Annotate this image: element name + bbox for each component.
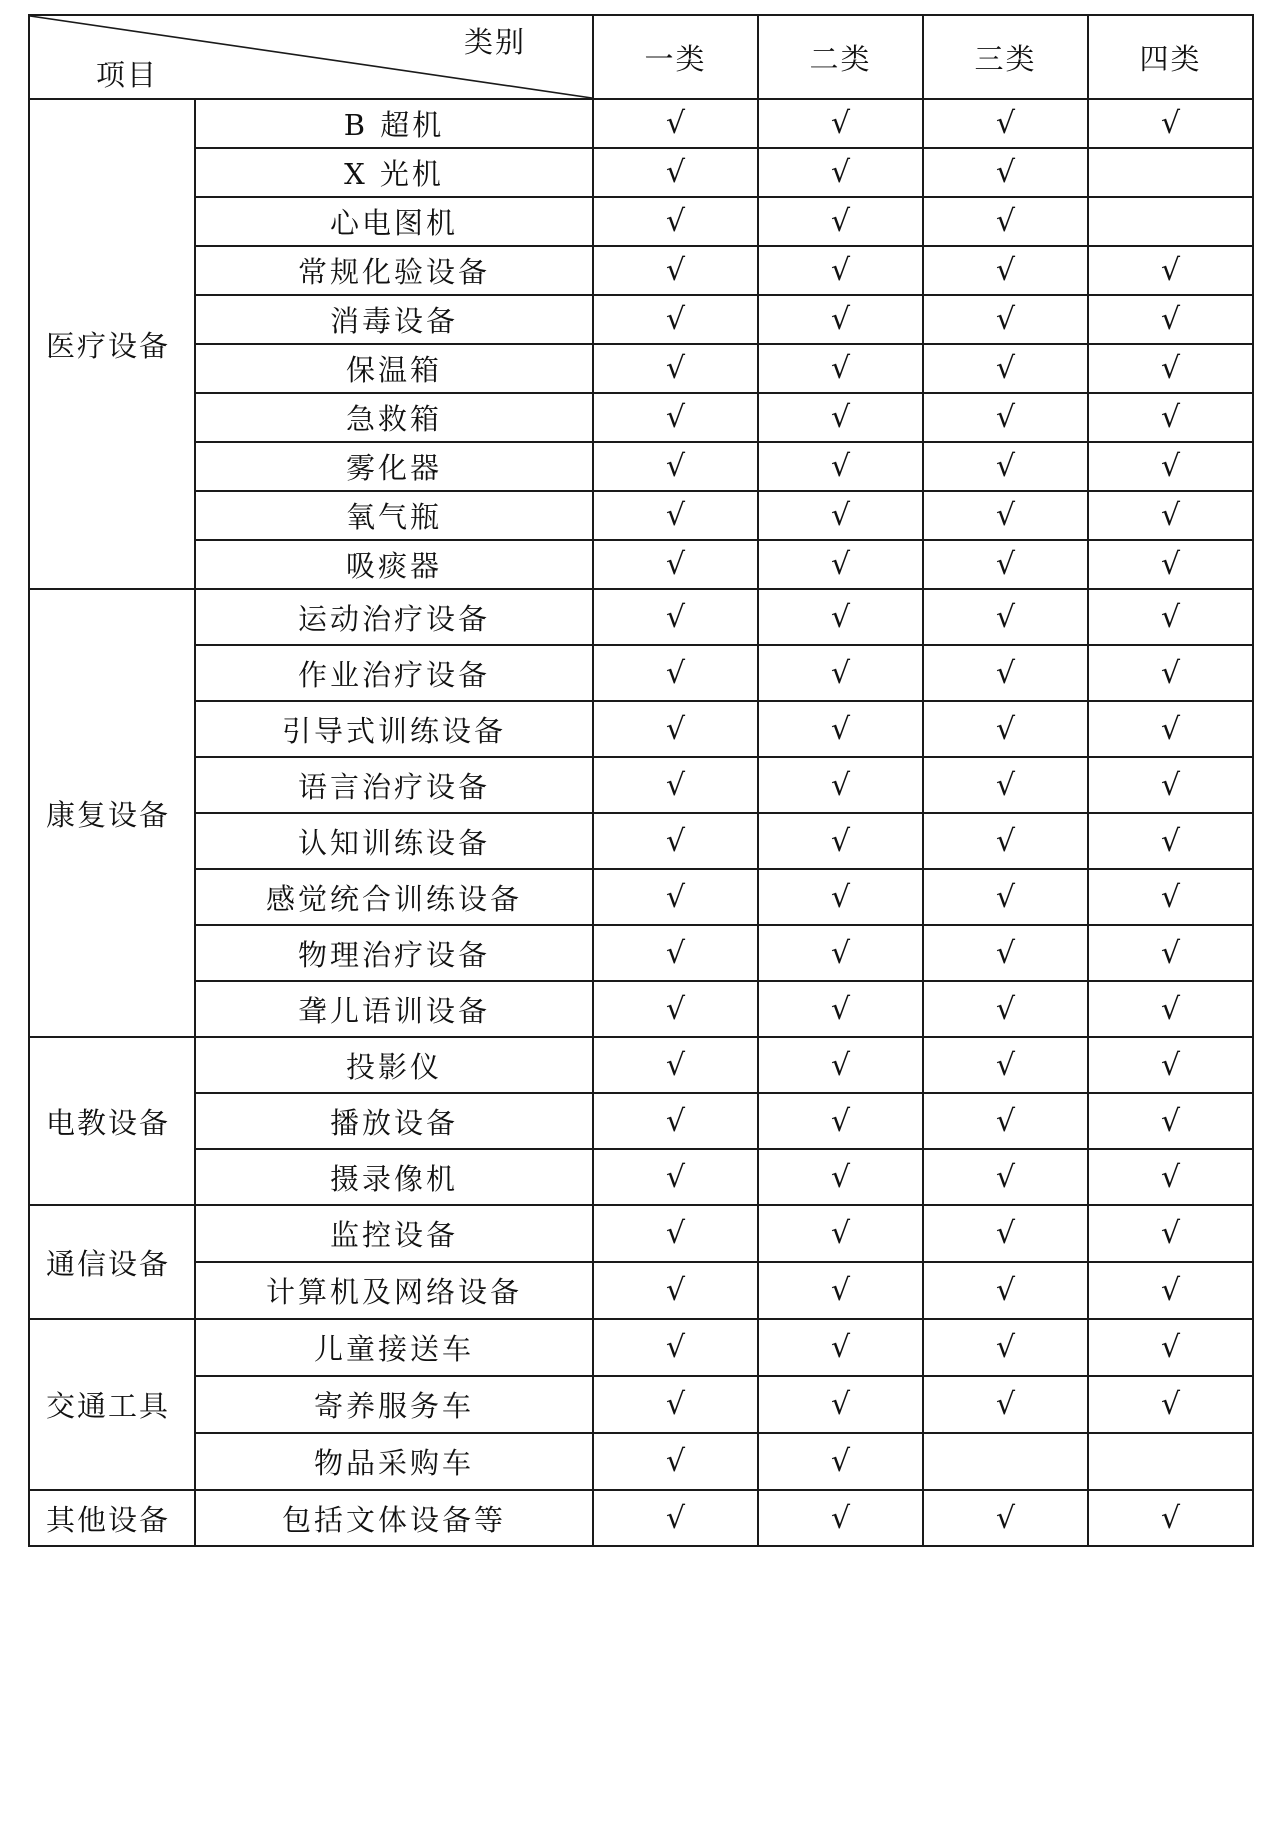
check-cell-class-4: [1088, 701, 1253, 757]
category-cell: 康复设备: [29, 589, 195, 1037]
corner-label-item: 项目: [96, 58, 159, 92]
check-cell-class-3: [923, 491, 1088, 540]
check-mark: √: [665, 1103, 686, 1139]
table-row: [29, 1093, 1253, 1149]
item-name-cell: 感觉统合训练设备: [195, 869, 593, 925]
check-mark: √: [665, 823, 686, 859]
check-cell-class-4: [1088, 869, 1253, 925]
check-cell-class-3: [923, 1205, 1088, 1262]
check-mark: √: [1160, 1387, 1181, 1422]
check-mark: √: [1160, 302, 1181, 337]
check-cell-class-3: [923, 1376, 1088, 1433]
check-mark: √: [1160, 1500, 1181, 1536]
class-header-2: 二类: [758, 15, 923, 99]
check-mark: √: [665, 1330, 686, 1365]
check-mark: √: [665, 253, 686, 288]
check-mark: √: [665, 547, 686, 582]
check-mark: √: [1160, 991, 1181, 1027]
check-cell-class-2: [758, 645, 923, 701]
category-cell: 通信设备: [29, 1205, 195, 1319]
check-mark: √: [665, 351, 686, 386]
table-row: [29, 757, 1253, 813]
check-cell-class-3: [923, 442, 1088, 491]
check-cell-class-2: [758, 197, 923, 246]
check-cell-class-1: [593, 442, 758, 491]
check-cell-class-3: [923, 540, 1088, 589]
check-mark: √: [665, 1273, 686, 1308]
check-mark: √: [830, 155, 851, 190]
check-cell-class-2: [758, 99, 923, 148]
check-cell-class-2: [758, 540, 923, 589]
check-cell-class-1: [593, 344, 758, 393]
check-cell-class-2: [758, 1037, 923, 1093]
check-cell-class-2: [758, 925, 923, 981]
item-name-cell: 摄录像机: [195, 1149, 593, 1205]
check-cell-class-4: [1088, 981, 1253, 1037]
table-row: [29, 1205, 1253, 1262]
diagonal-header-cell: [29, 15, 593, 99]
table-row: [29, 645, 1253, 701]
check-mark: √: [1160, 1330, 1181, 1365]
check-mark: √: [830, 879, 851, 915]
check-mark: √: [1160, 498, 1181, 533]
table-row: [29, 99, 1253, 148]
class-header-4: 四类: [1088, 15, 1253, 99]
check-cell-class-4: [1088, 1319, 1253, 1376]
check-mark: √: [830, 1047, 851, 1083]
check-mark: √: [1160, 449, 1181, 484]
check-mark: √: [995, 1216, 1016, 1251]
check-cell-class-4: [1088, 1376, 1253, 1433]
check-mark: √: [830, 599, 851, 635]
check-mark: √: [995, 204, 1016, 239]
item-name-cell: 监控设备: [195, 1205, 593, 1262]
check-cell-class-1: [593, 1490, 758, 1546]
corner-label-category: 类别: [463, 25, 526, 59]
check-cell-class-1: [593, 246, 758, 295]
check-cell-class-4: [1088, 813, 1253, 869]
check-mark: √: [665, 449, 686, 484]
check-cell-class-1: [593, 1149, 758, 1205]
check-mark: √: [830, 655, 851, 691]
check-mark: √: [665, 655, 686, 691]
check-mark: √: [665, 1444, 686, 1479]
category-cell: 电教设备: [29, 1037, 195, 1205]
header-row: [29, 15, 1253, 99]
check-cell-class-4: [1088, 393, 1253, 442]
item-name-cell: 聋儿语训设备: [195, 981, 593, 1037]
check-cell-class-1: [593, 645, 758, 701]
check-mark: √: [830, 935, 851, 971]
check-mark: √: [665, 1216, 686, 1251]
item-name-cell: 常规化验设备: [195, 246, 593, 295]
check-mark: √: [995, 1159, 1016, 1195]
check-cell-class-2: [758, 1376, 923, 1433]
check-mark: √: [830, 767, 851, 803]
check-cell-class-4: [1088, 1433, 1253, 1490]
check-mark: √: [995, 879, 1016, 915]
check-cell-class-2: [758, 295, 923, 344]
check-mark: √: [995, 823, 1016, 859]
check-mark: √: [830, 498, 851, 533]
check-cell-class-3: [923, 701, 1088, 757]
check-mark: √: [995, 1273, 1016, 1308]
check-cell-class-3: [923, 1093, 1088, 1149]
check-cell-class-2: [758, 1262, 923, 1319]
check-mark: √: [1160, 935, 1181, 971]
category-cell: 其他设备: [29, 1490, 195, 1546]
check-cell-class-4: [1088, 246, 1253, 295]
table-row: [29, 1490, 1253, 1546]
check-cell-class-4: [1088, 1205, 1253, 1262]
check-cell-class-4: [1088, 1490, 1253, 1546]
check-cell-class-1: [593, 540, 758, 589]
check-cell-class-4: [1088, 1037, 1253, 1093]
check-mark: √: [830, 400, 851, 435]
check-mark: √: [995, 449, 1016, 484]
check-cell-class-2: [758, 1149, 923, 1205]
table-row: [29, 925, 1253, 981]
check-cell-class-1: [593, 1262, 758, 1319]
check-mark: √: [1160, 1216, 1181, 1251]
table-row: [29, 589, 1253, 645]
check-mark: √: [995, 253, 1016, 288]
item-name-cell: 保温箱: [195, 344, 593, 393]
check-cell-class-2: [758, 981, 923, 1037]
item-name-cell: 心电图机: [195, 197, 593, 246]
check-mark: √: [830, 1216, 851, 1251]
check-cell-class-1: [593, 1205, 758, 1262]
check-mark: √: [1160, 1159, 1181, 1195]
check-mark: √: [830, 1273, 851, 1308]
item-name-cell: 播放设备: [195, 1093, 593, 1149]
check-cell-class-4: [1088, 1262, 1253, 1319]
table-row: [29, 1149, 1253, 1205]
check-mark: √: [995, 767, 1016, 803]
check-mark: √: [830, 1159, 851, 1195]
table-row: [29, 344, 1253, 393]
item-name-cell: 急救箱: [195, 393, 593, 442]
check-mark: √: [1160, 711, 1181, 747]
check-cell-class-3: [923, 757, 1088, 813]
check-cell-class-4: [1088, 491, 1253, 540]
table-row: [29, 813, 1253, 869]
check-mark: √: [995, 1330, 1016, 1365]
table-row: [29, 869, 1253, 925]
category-cell: 交通工具: [29, 1319, 195, 1490]
check-cell-class-3: [923, 295, 1088, 344]
check-mark: √: [665, 302, 686, 337]
check-mark: √: [665, 599, 686, 635]
check-mark: √: [995, 155, 1016, 190]
table-row: [29, 197, 1253, 246]
check-mark: √: [1160, 879, 1181, 915]
check-mark: √: [665, 1159, 686, 1195]
check-cell-class-4: [1088, 99, 1253, 148]
check-cell-class-4: [1088, 757, 1253, 813]
check-mark: √: [830, 823, 851, 859]
check-cell-class-4: [1088, 925, 1253, 981]
check-cell-class-3: [923, 589, 1088, 645]
check-cell-class-1: [593, 1433, 758, 1490]
equipment-table: [28, 14, 1254, 1547]
check-mark: √: [1160, 106, 1181, 141]
table-row: [29, 1262, 1253, 1319]
check-cell-class-1: [593, 1037, 758, 1093]
check-cell-class-1: [593, 295, 758, 344]
check-cell-class-1: [593, 1093, 758, 1149]
check-mark: √: [830, 106, 851, 141]
check-cell-class-3: [923, 1319, 1088, 1376]
table-row: [29, 295, 1253, 344]
table-body: [29, 15, 1253, 1546]
check-cell-class-3: [923, 246, 1088, 295]
check-cell-class-1: [593, 925, 758, 981]
item-name-cell: 投影仪: [195, 1037, 593, 1093]
check-mark: √: [830, 204, 851, 239]
item-name-cell: 计算机及网络设备: [195, 1262, 593, 1319]
check-cell-class-4: [1088, 197, 1253, 246]
check-cell-class-1: [593, 491, 758, 540]
item-name-cell: 包括文体设备等: [195, 1490, 593, 1546]
check-cell-class-1: [593, 197, 758, 246]
check-cell-class-3: [923, 393, 1088, 442]
check-mark: √: [1160, 547, 1181, 582]
check-mark: √: [995, 547, 1016, 582]
check-mark: √: [995, 1103, 1016, 1139]
check-cell-class-2: [758, 701, 923, 757]
check-mark: √: [830, 711, 851, 747]
check-cell-class-2: [758, 1093, 923, 1149]
check-mark: √: [1160, 400, 1181, 435]
check-mark: √: [665, 106, 686, 141]
check-cell-class-3: [923, 1149, 1088, 1205]
item-name-cell: 物品采购车: [195, 1433, 593, 1490]
check-mark: √: [665, 498, 686, 533]
check-cell-class-1: [593, 589, 758, 645]
check-mark: √: [995, 1387, 1016, 1422]
check-mark: √: [1160, 1103, 1181, 1139]
check-cell-class-2: [758, 1490, 923, 1546]
check-mark: √: [665, 991, 686, 1027]
table-row: [29, 981, 1253, 1037]
check-cell-class-1: [593, 813, 758, 869]
check-mark: √: [665, 1500, 686, 1536]
check-mark: √: [1160, 253, 1181, 288]
check-cell-class-4: [1088, 589, 1253, 645]
check-mark: √: [665, 767, 686, 803]
check-cell-class-4: [1088, 344, 1253, 393]
check-cell-class-2: [758, 757, 923, 813]
check-mark: √: [665, 400, 686, 435]
check-mark: √: [995, 935, 1016, 971]
check-mark: √: [995, 599, 1016, 635]
check-mark: √: [995, 498, 1016, 533]
check-cell-class-1: [593, 99, 758, 148]
check-cell-class-4: [1088, 148, 1253, 197]
check-cell-class-1: [593, 1319, 758, 1376]
check-cell-class-3: [923, 148, 1088, 197]
check-mark: √: [665, 1387, 686, 1422]
table-row: [29, 1376, 1253, 1433]
check-cell-class-3: [923, 869, 1088, 925]
item-name-cell: 物理治疗设备: [195, 925, 593, 981]
check-mark: √: [995, 302, 1016, 337]
table-row: [29, 246, 1253, 295]
item-name-cell: 引导式训练设备: [195, 701, 593, 757]
check-mark: √: [995, 106, 1016, 141]
check-cell-class-3: [923, 344, 1088, 393]
check-cell-class-4: [1088, 1149, 1253, 1205]
check-mark: √: [995, 1047, 1016, 1083]
table-row: [29, 1037, 1253, 1093]
table-row: [29, 148, 1253, 197]
check-cell-class-3: [923, 1262, 1088, 1319]
item-name-cell: 寄养服务车: [195, 1376, 593, 1433]
item-name-cell: 儿童接送车: [195, 1319, 593, 1376]
check-cell-class-1: [593, 869, 758, 925]
check-cell-class-4: [1088, 442, 1253, 491]
check-cell-class-4: [1088, 295, 1253, 344]
check-cell-class-2: [758, 393, 923, 442]
check-mark: √: [665, 155, 686, 190]
check-cell-class-3: [923, 197, 1088, 246]
check-cell-class-1: [593, 701, 758, 757]
check-mark: √: [995, 400, 1016, 435]
check-cell-class-1: [593, 1376, 758, 1433]
check-cell-class-1: [593, 981, 758, 1037]
check-cell-class-2: [758, 491, 923, 540]
item-name-cell: X 光机: [195, 148, 593, 197]
check-cell-class-3: [923, 925, 1088, 981]
item-name-cell: 语言治疗设备: [195, 757, 593, 813]
check-mark: √: [1160, 823, 1181, 859]
check-cell-class-3: [923, 1037, 1088, 1093]
check-cell-class-2: [758, 148, 923, 197]
table-row: [29, 1319, 1253, 1376]
class-header-1: 一类: [593, 15, 758, 99]
check-cell-class-3: [923, 1433, 1088, 1490]
item-name-cell: 雾化器: [195, 442, 593, 491]
check-cell-class-3: [923, 645, 1088, 701]
check-mark: √: [830, 253, 851, 288]
check-mark: √: [665, 204, 686, 239]
category-cell: 医疗设备: [29, 99, 195, 589]
table-row: [29, 1433, 1253, 1490]
item-name-cell: 消毒设备: [195, 295, 593, 344]
check-cell-class-2: [758, 1205, 923, 1262]
item-name-cell: 氧气瓶: [195, 491, 593, 540]
check-mark: √: [830, 547, 851, 582]
table-row: [29, 701, 1253, 757]
check-cell-class-1: [593, 148, 758, 197]
item-name-cell: 作业治疗设备: [195, 645, 593, 701]
check-cell-class-2: [758, 1433, 923, 1490]
check-mark: √: [1160, 1047, 1181, 1083]
check-cell-class-2: [758, 869, 923, 925]
check-mark: √: [830, 1444, 851, 1479]
class-header-3: 三类: [923, 15, 1088, 99]
check-mark: √: [665, 935, 686, 971]
check-mark: √: [1160, 351, 1181, 386]
check-mark: √: [665, 879, 686, 915]
table-row: [29, 491, 1253, 540]
check-mark: √: [830, 1500, 851, 1536]
check-cell-class-2: [758, 813, 923, 869]
check-mark: √: [830, 351, 851, 386]
table-row: [29, 393, 1253, 442]
check-cell-class-3: [923, 813, 1088, 869]
item-name-cell: B 超机: [195, 99, 593, 148]
check-mark: √: [830, 449, 851, 484]
check-mark: √: [995, 991, 1016, 1027]
item-name-cell: 运动治疗设备: [195, 589, 593, 645]
check-cell-class-3: [923, 1490, 1088, 1546]
check-cell-class-3: [923, 99, 1088, 148]
check-mark: √: [1160, 655, 1181, 691]
check-mark: √: [830, 1330, 851, 1365]
check-mark: √: [830, 302, 851, 337]
check-cell-class-1: [593, 393, 758, 442]
check-cell-class-4: [1088, 1093, 1253, 1149]
check-cell-class-4: [1088, 540, 1253, 589]
check-mark: √: [995, 351, 1016, 386]
check-cell-class-3: [923, 981, 1088, 1037]
check-cell-class-2: [758, 1319, 923, 1376]
check-cell-class-4: [1088, 645, 1253, 701]
check-mark: √: [995, 1500, 1016, 1536]
table-row: [29, 442, 1253, 491]
check-cell-class-1: [593, 757, 758, 813]
check-cell-class-2: [758, 246, 923, 295]
check-mark: √: [830, 1387, 851, 1422]
check-mark: √: [665, 711, 686, 747]
check-mark: √: [830, 1103, 851, 1139]
table-row: [29, 540, 1253, 589]
check-cell-class-2: [758, 344, 923, 393]
check-mark: √: [1160, 1273, 1181, 1308]
check-mark: √: [665, 1047, 686, 1083]
check-mark: √: [1160, 767, 1181, 803]
check-mark: √: [995, 711, 1016, 747]
item-name-cell: 认知训练设备: [195, 813, 593, 869]
item-name-cell: 吸痰器: [195, 540, 593, 589]
check-cell-class-2: [758, 442, 923, 491]
check-cell-class-2: [758, 589, 923, 645]
check-mark: √: [1160, 599, 1181, 635]
check-mark: √: [830, 991, 851, 1027]
check-mark: √: [995, 655, 1016, 691]
